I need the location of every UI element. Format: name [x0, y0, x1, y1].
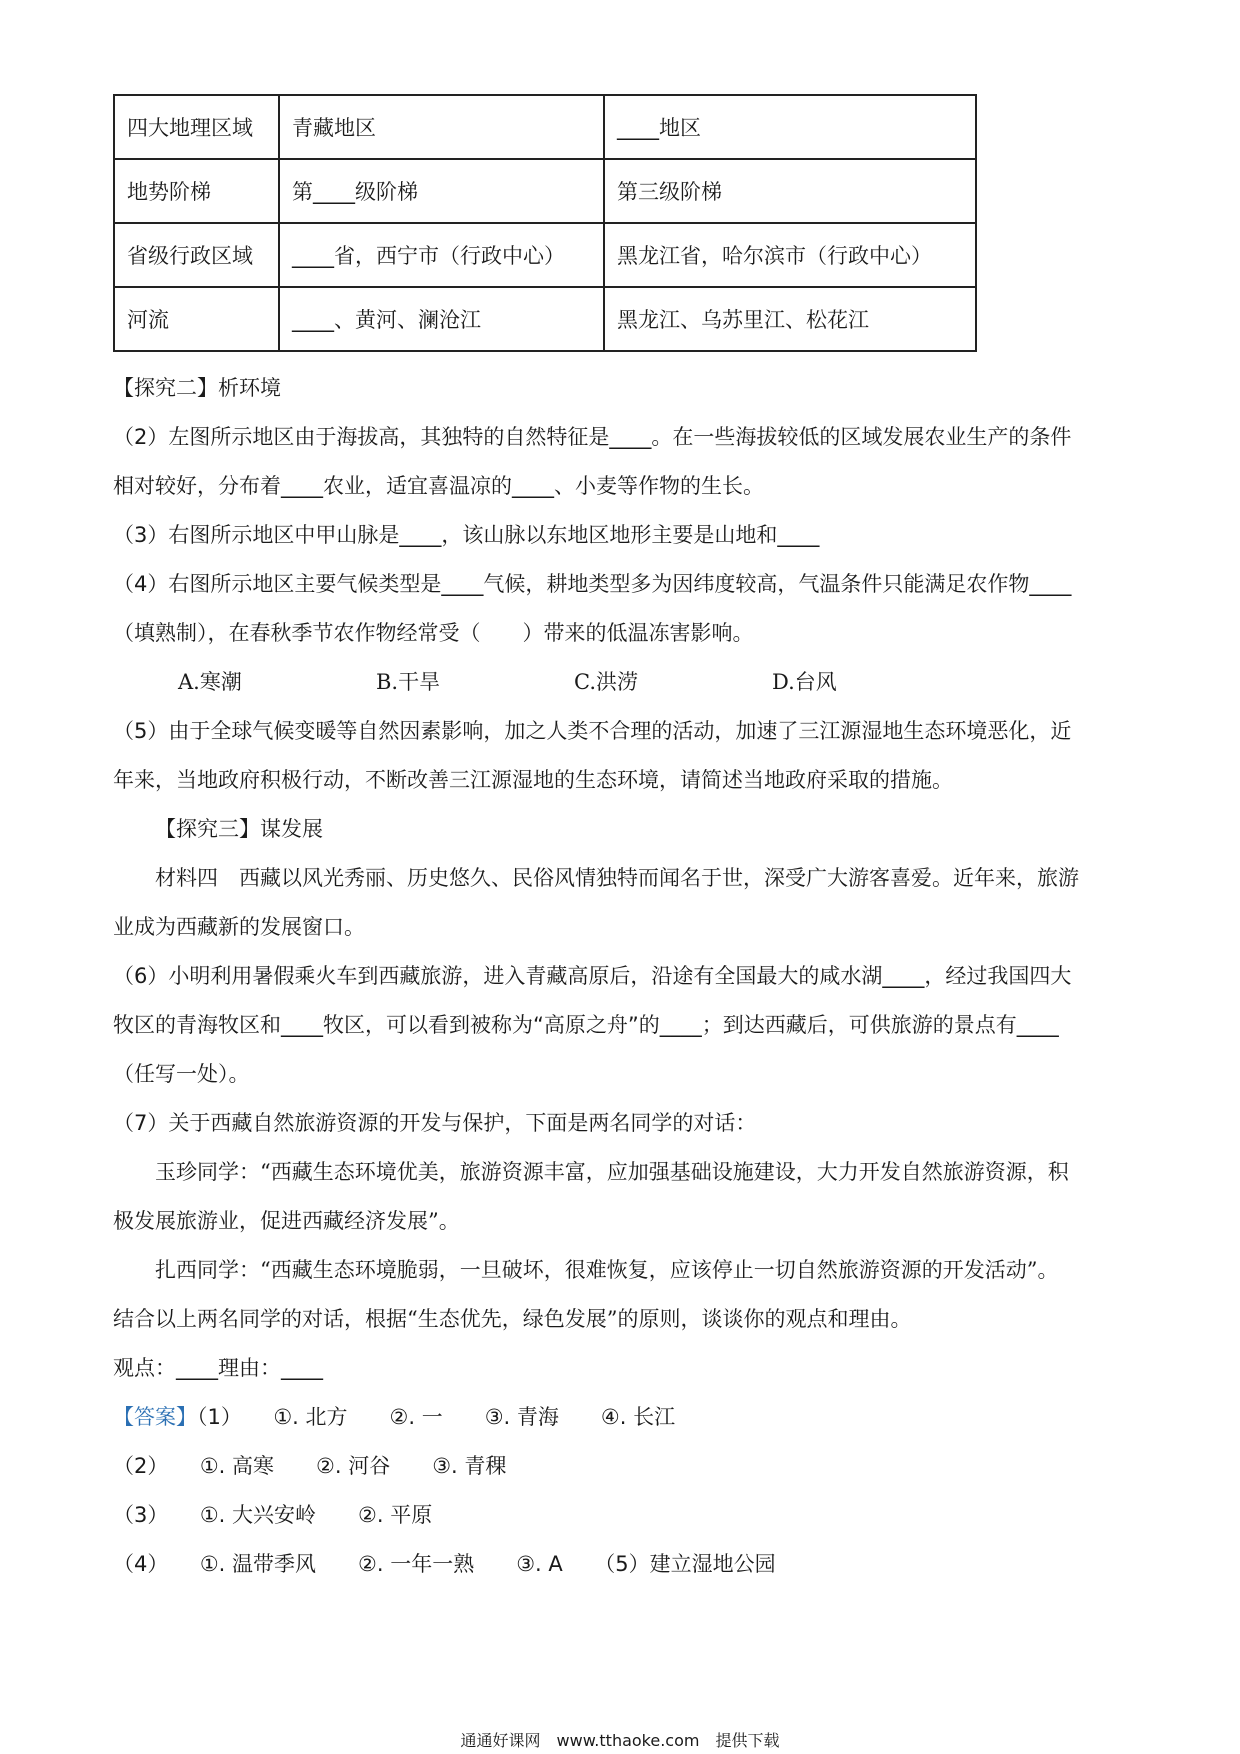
question-5-line: （5）由于全球气候变暖等自然因素影响，加之人类不合理的活动，加速了三江源湿地生态环境恶化，近 [113, 719, 1072, 743]
table-cell: 黑龙江省，哈尔滨市（行政中心） [604, 223, 976, 287]
section-heading-3: 【探究三】谋发展 [155, 817, 323, 841]
table-cell: ____省，西宁市（行政中心） [279, 223, 604, 287]
question-6-line: 牧区的青海牧区和____牧区，可以看到被称为“高原之舟”的____；到达西藏后，可供旅游的景点有____ [113, 1013, 1059, 1037]
question-2-line: 相对较好，分布着____农业，适宜喜温凉的____、小麦等作物的生长。 [113, 474, 764, 498]
table-cell: ____地区 [604, 95, 976, 159]
table-row [114, 159, 976, 223]
answer-line-1 [113, 1401, 675, 1431]
option-c: C.洪涝 [574, 670, 638, 694]
dialogue-zhaxi-line: 结合以上两名同学的对话，根据“生态优先，绿色发展”的原则，谈谈你的观点和理由。 [113, 1307, 912, 1331]
answer-label: 【答案】 [113, 1405, 197, 1429]
option-a: A.寒潮 [178, 670, 242, 694]
page-footer: 通通好课网 www.tthaoke.com 提供下载 [460, 1731, 780, 1750]
table-cell: 第三级阶梯 [604, 159, 976, 223]
viewpoint-line: 观点：____理由：____ [113, 1356, 323, 1380]
table-cell: 第____级阶梯 [279, 159, 604, 223]
table-cell: 黑龙江、乌苏里江、松花江 [604, 287, 976, 351]
table-row [114, 223, 976, 287]
table-cell: 青藏地区 [279, 95, 604, 159]
table-cell: 省级行政区域 [114, 223, 279, 287]
answer-options [178, 666, 970, 696]
question-5-line: 年来，当地政府积极行动，不断改善三江源湿地的生态环境，请简述当地政府采取的措施。 [113, 768, 953, 792]
dialogue-zhaxi-line: 扎西同学：“西藏生态环境脆弱，一旦破坏，很难恢复，应该停止一切自然旅游资源的开发活动”。 [155, 1258, 1059, 1282]
question-7: （7）关于西藏自然旅游资源的开发与保护，下面是两名同学的对话： [113, 1111, 757, 1135]
table-cell: 四大地理区域 [114, 95, 279, 159]
question-6-line: （任写一处）。 [113, 1062, 250, 1086]
option-b: B.干旱 [376, 670, 441, 694]
question-4-line: （4）右图所示地区主要气候类型是____气候，耕地类型多为因纬度较高，气温条件只能满足农作物____ [113, 572, 1072, 596]
question-6-line: （6）小明利用暑假乘火车到西藏旅游，进入青藏高原后，沿途有全国最大的咸水湖____，经过我国四大 [113, 964, 1072, 988]
answer-line-3: （3） ①. 大兴安岭 ②. 平原 [113, 1503, 433, 1527]
dialogue-yuzhen-line: 玉珍同学：“西藏生态环境优美，旅游资源丰富，应加强基础设施建设，大力开发自然旅游资源，积 [155, 1160, 1069, 1184]
question-2-line: （2）左图所示地区由于海拔高，其独特的自然特征是____。在一些海拔较低的区域发展农业生产的条件 [113, 425, 1072, 449]
dialogue-yuzhen-line: 极发展旅游业，促进西藏经济发展”。 [113, 1209, 460, 1233]
material-4-line: 业成为西藏新的发展窗口。 [113, 915, 365, 939]
table-row [114, 95, 976, 159]
section-heading-2: 【探究二】析环境 [113, 376, 281, 400]
question-3: （3）右图所示地区中甲山脉是____，该山脉以东地区地形主要是山地和____ [113, 523, 820, 547]
region-comparison-table [113, 94, 977, 352]
answer-line-2: （2） ①. 高寒 ②. 河谷 ③. 青稞 [113, 1454, 507, 1478]
option-d: D.台风 [772, 670, 837, 694]
material-4-line: 材料四 西藏以风光秀丽、历史悠久、民俗风情独特而闻名于世，深受广大游客喜爱。近年来，旅游 [155, 866, 1079, 890]
answer-line-4: （4） ①. 温带季风 ②. 一年一熟 ③. A （5）建立湿地公园 [113, 1552, 776, 1576]
answer-text: （1） ①. 北方 ②. 一 ③. 青海 ④. 长江 [197, 1405, 676, 1429]
question-4-line: （填熟制），在春秋季节农作物经常受（ ）带来的低温冻害影响。 [113, 621, 754, 645]
table-cell: 地势阶梯 [114, 159, 279, 223]
table-cell: ____、黄河、澜沧江 [279, 287, 604, 351]
table-row [114, 287, 976, 351]
table-cell: 河流 [114, 287, 279, 351]
